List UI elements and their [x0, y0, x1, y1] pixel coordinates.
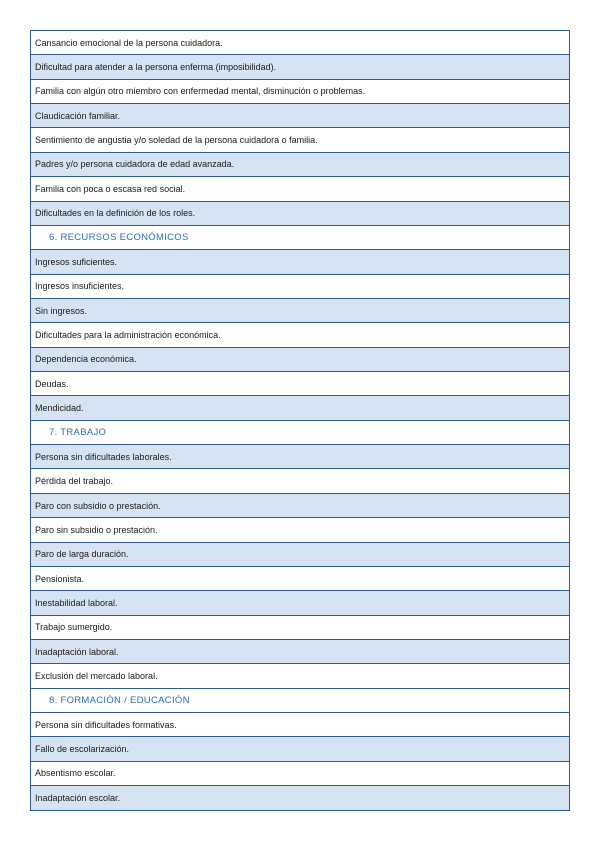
table-row: Dificultad para atender a la persona enferma (imposibilidad). [31, 54, 569, 78]
section-heading: 8. FORMACIÓN / EDUCACIÓN [31, 688, 569, 712]
section-heading: 6. RECURSOS ECONÓMICOS [31, 225, 569, 249]
table-row: Claudicación familiar. [31, 103, 569, 127]
table-row: Inadaptación escolar. [31, 785, 569, 809]
table-row: Cansancio emocional de la persona cuidadora. [31, 30, 569, 54]
table-row: Ingresos insuficientes. [31, 274, 569, 298]
table-row: Paro de larga duración. [31, 542, 569, 566]
table-row: Mendicidad. [31, 395, 569, 419]
table-row: Deudas. [31, 371, 569, 395]
table-row: Dependencia económica. [31, 347, 569, 371]
table-row: Dificultades en la definición de los roles. [31, 201, 569, 225]
table-row: Sin ingresos. [31, 298, 569, 322]
table-row: Inestabilidad laboral. [31, 590, 569, 614]
table-row: Familia con poca o escasa red social. [31, 176, 569, 200]
social-factors-table [30, 30, 570, 811]
table-row: Persona sin dificultades formativas. [31, 712, 569, 736]
table-row: Padres y/o persona cuidadora de edad avanzada. [31, 152, 569, 176]
table-row: Fallo de escolarización. [31, 736, 569, 760]
table-row: Pérdida del trabajo. [31, 468, 569, 492]
table-row: Pensionista. [31, 566, 569, 590]
table-row: Inadaptación laboral. [31, 639, 569, 663]
section-heading: 7. TRABAJO [31, 420, 569, 444]
table-row: Trabajo sumergido. [31, 615, 569, 639]
table-row: Paro con subsidio o prestación. [31, 493, 569, 517]
table-row: Familia con algún otro miembro con enfermedad mental, disminución o problemas. [31, 79, 569, 103]
table-row: Sentimiento de angustia y/o soledad de la persona cuidadora o familia. [31, 127, 569, 151]
table-row: Absentismo escolar. [31, 761, 569, 785]
table-row: Ingresos suficientes. [31, 249, 569, 273]
table-row: Persona sin dificultades laborales. [31, 444, 569, 468]
table-row: Paro sin subsidio o prestación. [31, 517, 569, 541]
table-row: Exclusión del mercado laboral. [31, 663, 569, 687]
table-row: Dificultades para la administración económica. [31, 322, 569, 346]
